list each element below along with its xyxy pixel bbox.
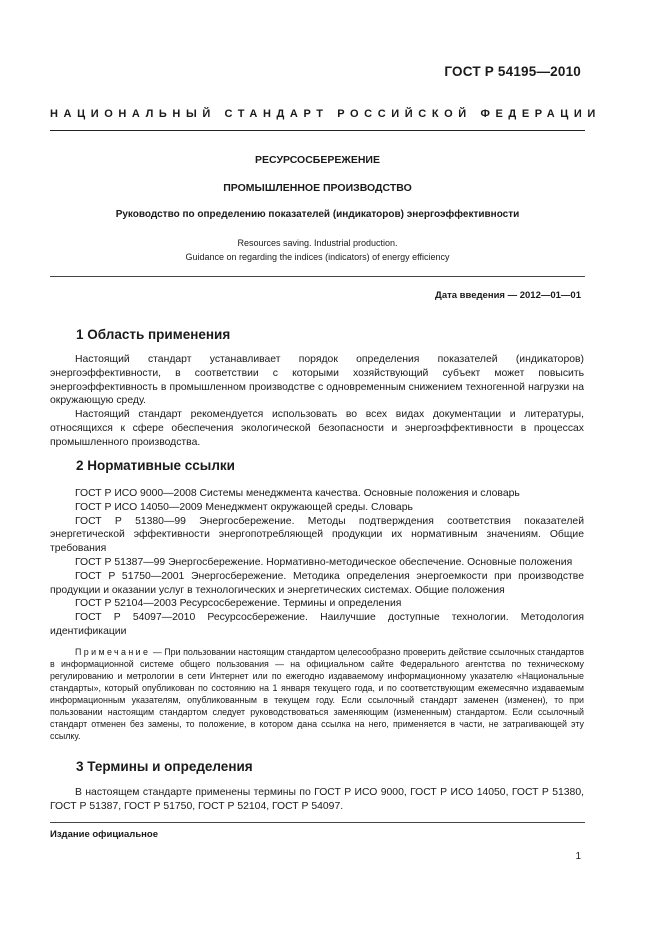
header-rule (50, 130, 585, 131)
section-3-paragraph: В настоящем стандарте применены термины по ГОСТ Р ИСО 9000, ГОСТ Р ИСО 14050, ГОСТ Р 51380, ГОСТ Р 51387, ГОСТ Р 51750, ГОСТ Р 52104, ГОСТ Р 54097. (50, 787, 584, 812)
national-standard-banner: НАЦИОНАЛЬНЫЙ СТАНДАРТ РОССИЙСКОЙ ФЕДЕРАЦИИ (50, 108, 601, 120)
reference-item: ГОСТ Р 51387—99 Энергосбережение. Нормативно-методическое обеспечение. Основные положения (75, 556, 573, 568)
reference-item: ГОСТ Р 54097—2010 Ресурсосбережение. Наилучшие доступные технологии. Методология идентификации (50, 612, 584, 637)
note-text: — При пользовании настоящим стандартом целесообразно проверить действие ссылочных стандартов в информационной системе общего пользования — на официальном сайте Федерального агентства по техническому регулированию и метрологии в сети Интернет или по ежегодно издаваемому информационному указателю «Национальные стандарты», который опубликован по состоянию на 1 января текущего года, и по соответствующим ежемесячно издаваемым информационным указателям, опубликованным в текущем году. Если ссылочный стандарт заменен (изменен), то при пользовании настоящим стандартом следует руководствоваться заменяющим (измененным) стандартом. Если ссылочный стандарт отменен без замены, то положение, в котором дана ссылка на него, применяется в части, не затрагивающей эту ссылку. (50, 647, 584, 741)
note-label: Примечание (75, 647, 151, 657)
standard-number: ГОСТ Р 54195—2010 (444, 64, 581, 79)
references-note (50, 646, 584, 742)
normative-references-list (50, 487, 584, 639)
footer-rule (50, 822, 585, 823)
title-rule (50, 276, 585, 277)
title-en-line2: Guidance on regarding the indices (indicators) of energy efficiency (185, 252, 450, 262)
reference-item: ГОСТ Р ИСО 14050—2009 Менеджмент окружающей среды. Словарь (75, 501, 413, 513)
title-ru-line2: ПРОМЫШЛЕННОЕ ПРОИЗВОДСТВО (223, 182, 412, 194)
section-1-paragraph-1: Настоящий стандарт устанавливает порядок определения показателей (индикаторов) энергоэффективности, в соответствии с которыми хозяйствующий субъект может повысить энергоэффективность в промышленном производстве с одновременным снижением техногенной нагрузки на окружающую среду. (50, 354, 584, 407)
section-2-heading: 2 Нормативные ссылки (76, 458, 235, 473)
section-3-heading: 3 Термины и определения (76, 759, 253, 774)
reference-item: ГОСТ Р ИСО 9000—2008 Системы менеджмента качества. Основные положения и словарь (75, 488, 520, 499)
title-ru-line1: РЕСУРСОСБЕРЕЖЕНИЕ (255, 154, 380, 166)
reference-item: ГОСТ Р 52104—2003 Ресурсосбережение. Термины и определения (75, 598, 402, 610)
section-1-heading: 1 Область применения (76, 327, 231, 342)
page-number: 1 (575, 851, 581, 862)
title-ru-line3: Руководство по определению показателей (индикаторов) энергоэффективности (115, 209, 520, 220)
reference-item: ГОСТ Р 51750—2001 Энергосбережение. Методика определения энергоемкости при производстве продукции и оказании услуг в технологических и энергетических системах. Общие положения (50, 570, 584, 596)
official-edition-label: Издание официальное (50, 829, 158, 840)
introduction-date: Дата введения — 2012—01—01 (435, 290, 581, 301)
title-en-line1: Resources saving. Industrial production. (237, 238, 398, 248)
reference-item: ГОСТ Р 51380—99 Энергосбережение. Методы подтверждения соответствия показателей энергетической эффективности энергопотребляющей продукции их нормативным значениям. Общие требования (50, 515, 584, 555)
section-1-paragraph-2: Настоящий стандарт рекомендуется использовать во всех видах документации и литературы, относящихся к сфере обеспечения экологической безопасности и энергоэффективности в процессах промышленного производства. (50, 409, 584, 448)
